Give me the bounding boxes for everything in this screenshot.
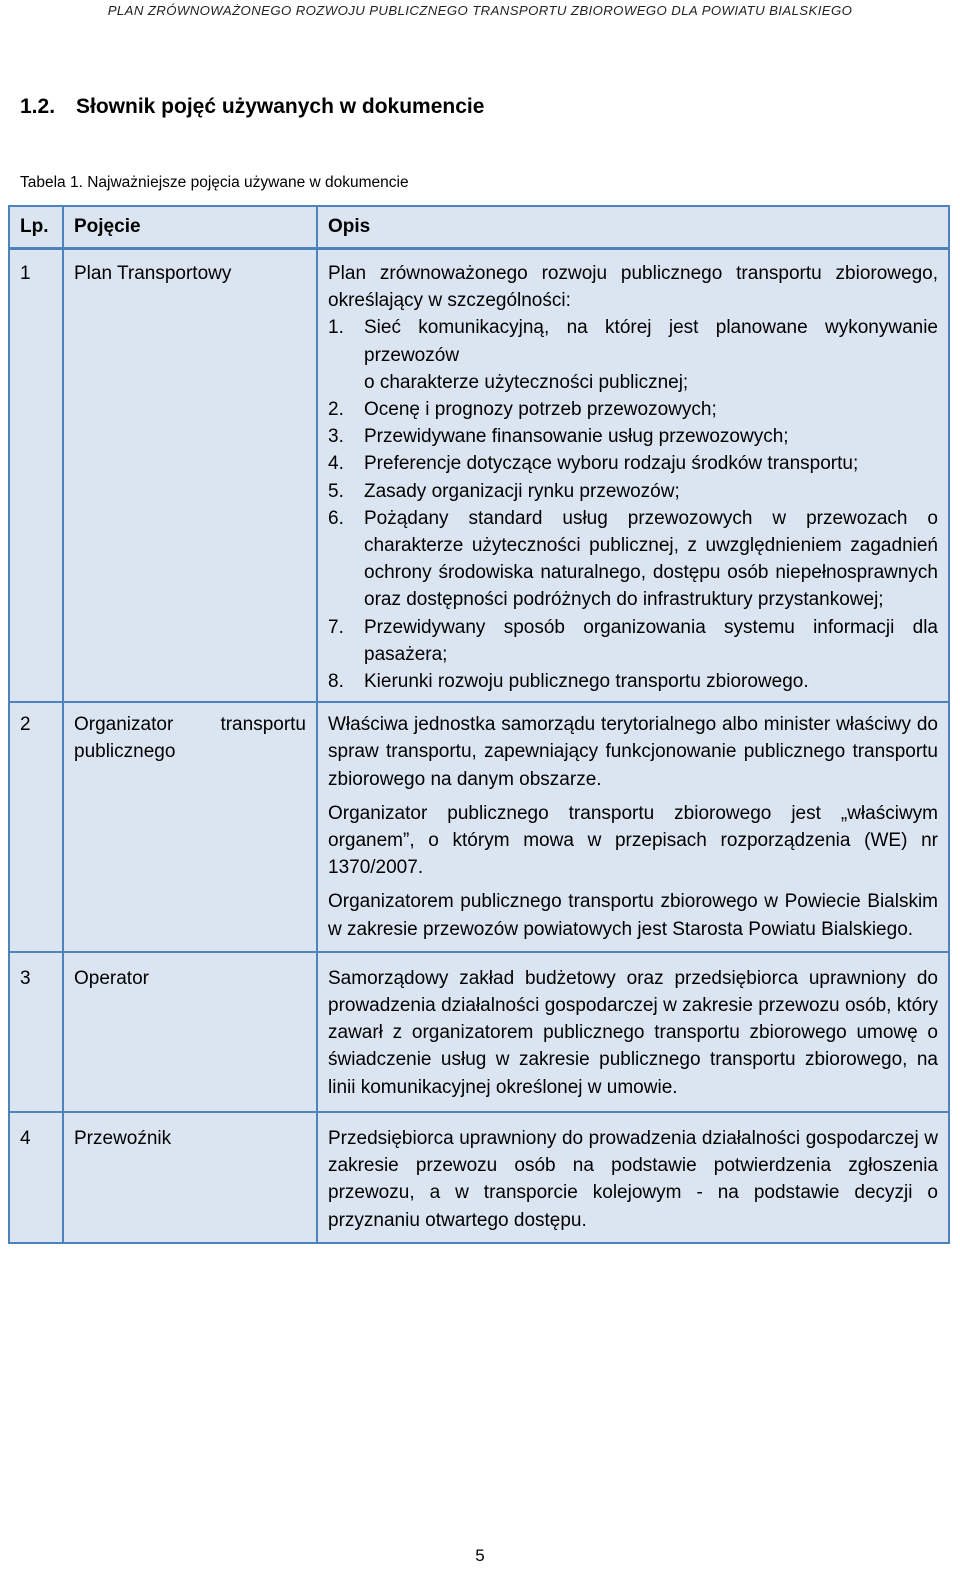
row-description: Przedsiębiorca uprawniony do prowadzenia działalności gospodarczej w zakresie przewozu osób na podstawie potwierdzenia zgłoszenia przewozu, a w transporcie kolejowym - na podstawie decyzji o przyznaniu otwartego dostępu. [317,1112,949,1243]
list-item-text: Pożądany standard usług przewozowych w przewozach o charakterze użyteczności publicznej, z uwzględnieniem zagadnień ochrony środowiska naturalnego, dostępu osób niepełnosprawnych oraz dostępności podróżnych do infrastruktury przystankowej; [364,507,938,611]
row-description [317,702,949,952]
column-header-lp: Lp. [9,206,63,249]
list-item-number: 5. [328,480,344,502]
section-title: Słownik pojęć używanych w dokumencie [76,95,485,118]
list-item-number: 1. [328,317,344,339]
list-item [328,396,938,423]
list-item-number: 2. [328,399,344,421]
list-item-text: Ocenę i prognozy potrzeb przewozowych; [364,399,717,421]
table-row [9,952,949,1112]
row-description [317,249,949,703]
row-term: Plan Transportowy [63,249,317,703]
list-item [328,423,938,450]
row-term-word: publicznego [74,741,176,763]
table-row [9,702,949,952]
row-number: 2 [9,702,63,952]
table-row [9,1112,949,1243]
row-number: 1 [20,263,31,284]
row-term-word: Organizator [74,714,174,736]
table-caption: Tabela 1. Najważniejsze pojęcia używane w dokumencie [20,174,409,191]
list-item-number: 4. [328,453,344,475]
list-item-number: 7. [328,616,344,638]
list-item-text: Preferencje dotyczące wyboru rodzaju środków transportu; [364,453,859,475]
section-heading [20,95,484,119]
list-item-number: 6. [328,507,344,529]
row-term: Operator [63,952,317,1112]
running-header: PLAN ZRÓWNOWAŻONEGO ROZWOJU PUBLICZNEGO TRANSPORTU ZBIOROWEGO DLA POWIATU BIALSKIEGO [107,3,853,18]
list-item [328,505,938,614]
row-term-word: transportu [220,714,306,736]
list-item-text: Sieć komunikacyjną, na której jest planowane wykonywanie przewozów [364,317,938,366]
list-item-number: 8. [328,671,344,693]
list-item-continuation: o charakterze użyteczności publicznej; [364,371,689,393]
page-number: 5 [475,1546,485,1565]
description-intro: Plan zrównoważonego rozwoju publicznego transportu zbiorowego, określający w szczególności: [328,263,938,312]
list-item [328,668,938,695]
column-header-term: Pojęcie [63,206,317,249]
description-paragraph: Organizator publicznego transportu zbiorowego jest „właściwym organem”, o którym mowa w przepisach rozporządzenia (WE) nr 1370/2007. [328,802,938,879]
list-item [328,314,938,396]
list-item-text: Przewidywany sposób organizowania systemu informacji dla pasażera; [364,616,938,665]
description-list [328,314,938,695]
row-number: 4 [9,1112,63,1243]
row-number: 3 [9,952,63,1112]
description-paragraph: Organizatorem publicznego transportu zbiorowego w Powiecie Bialskim w zakresie przewozów powiatowych jest Starosta Powiatu Bialskiego. [328,891,938,940]
section-number: 1.2. [20,95,56,118]
list-item [328,614,938,668]
list-item-number: 3. [328,426,344,448]
description-paragraph: Właściwa jednostka samorządu terytorialnego albo minister właściwy do spraw transportu, zapewniający funkcjonowanie publicznego transportu zbiorowego na danym obszarze. [328,714,938,790]
row-description: Samorządowy zakład budżetowy oraz przedsiębiorca uprawniony do prowadzenia działalności gospodarczej w zakresie przewozu osób, który zawarł z organizatorem publicznego transportu zbiorowego umowę o świadczenie usług w zakresie publicznego transportu zbiorowego, na linii komunikacyjnej określonej w umowie. [317,952,949,1112]
terms-table [8,205,950,1244]
list-item-text: Zasady organizacji rynku przewozów; [364,480,680,502]
table-row [9,249,949,703]
list-item-text: Kierunki rozwoju publicznego transportu zbiorowego. [364,671,809,693]
list-item-text: Przewidywane finansowanie usług przewozowych; [364,426,789,448]
list-item [328,450,938,477]
column-header-description: Opis [317,206,949,249]
row-term: Przewoźnik [63,1112,317,1243]
list-item [328,478,938,505]
row-term [63,702,317,952]
table-header-row [9,206,949,249]
